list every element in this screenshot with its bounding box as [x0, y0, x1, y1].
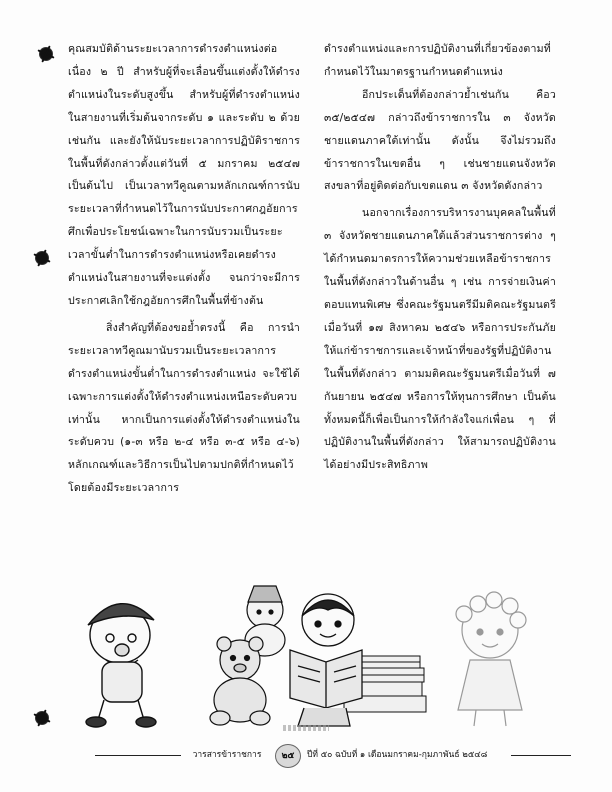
page-footer: [95, 744, 595, 766]
cartoon-girl-curly-hair: [456, 592, 526, 726]
right-continuation-paragraph: ดำรงตำแหน่งและการปฏิบัติงานที่เกี่ยวข้องตามที่กำหนดไว้ในมาตรฐานกำหนดตำแหน่ง: [324, 43, 551, 78]
left-continuation-paragraph: คุณสมบัติด้านระยะเวลาการดำรงตำแหน่งต่อเนื่อง ๒ ปี สำหรับผู้ที่จะเลื่อนขึ้นแต่งตั้งให้ดำรงตำแหน่งในระดับสูงขึ้น สำหรับผู้ที่ดำรงตำแหน่งในสายงานที่เริ่มต้นจากระดับ ๑ และระดับ ๒ ด้วยเช่นกัน และยังให้นับระยะเวลาการปฏิบัติราชการในพื้นที่ดังกล่าวตั้งแต่วันที่ ๕ มกราคม ๒๕๔๗ เป็นต้นไป เป็นเวลาทวีคูณตามหลักเกณฑ์การนับระยะเวลาที่กำหนดไว้ในการนับประกาศกฎอัยการศึกเพื่อประโยชน์เฉพาะในการนับรวมเป็นระยะเวลาขั้นต่ำในการดำรงตำแหน่งหรือเคยดำรงตำแหน่งในสายงานที่จะแต่งตั้ง จนกว่าจะมีการประกาศเลิกใช้กฎอัยการศึกในพื้นที่ข้างต้น: [68, 43, 300, 307]
decorative-dotted-mark: [283, 725, 329, 731]
right-paragraph-border-provinces: อีกประเด็นที่ต้องกล่าวย้ำเช่นกัน คือว ๓๕/๒๕๔๗ กล่าวถึงข้าราชการใน ๓ จังหวัดชายแดนภาคใต้เท่านั้น ดังนั้น จึงไม่รวมถึงข้าราชการในเขตอื่น ๆ เช่นชายแดนจังหวัดสงขลาที่อยู่ติดต่อกับเขตแดน ๓ จังหวัดดังกล่าว: [324, 88, 556, 193]
left-text-column: [68, 38, 300, 500]
cartoon-boy-with-cap: [86, 604, 156, 727]
binder-hole-mark-top: [40, 48, 52, 60]
left-paragraph-emphasis: สิ่งสำคัญที่ต้องขอย้ำตรงนี้ คือ การนำระยะเวลาทวีคูณมานับรวมเป็นระยะเวลาการดำรงตำแหน่งขั้นต่ำในการดำรงตำแหน่ง จะใช้ได้เฉพาะการแต่งตั้งให้ดำรงตำแหน่งเหนือระดับควบเท่านั้น หากเป็นการแต่งตั้งให้ดำรงตำแหน่งในระดับควบ (๑-๓ หรือ ๒-๔ หรือ ๓-๕ หรือ ๔-๖) หลักเกณฑ์และวิธีการเป็นไปตามปกติที่กำหนดไว้ โดยต้องมีระยะเวลาการ: [68, 321, 300, 495]
page-number: ๒๕: [275, 744, 301, 768]
children-reading-illustration: [50, 580, 570, 730]
footer-rule-left: [95, 755, 181, 756]
footer-rule-right: [511, 755, 571, 756]
binder-hole-mark-middle: [36, 252, 48, 264]
footer-issue-info: ปีที่ ๕๐ ฉบับที่ ๑ เดือนมกราคม-กุมภาพันธ์ ๒๕๔๘: [307, 750, 488, 760]
footer-journal-name: วารสารข้าราชการ: [192, 750, 262, 760]
right-text-column: [324, 38, 556, 477]
binder-hole-mark-bottom: [36, 712, 48, 724]
right-paragraph-assistance: นอกจากเรื่องการบริหารงานบุคคลในพื้นที่ ๓ จังหวัดชายแดนภาคใต้แล้วส่วนราชการต่าง ๆ ได้กำหนดมาตรการให้ความช่วยเหลือข้าราชการในพื้นที่ดังกล่าวในด้านอื่น ๆ เช่น การจ่ายเงินค่าตอบแทนพิเศษ ซึ่งคณะรัฐมนตรีมีมติคณะรัฐมนตรี เมื่อวันที่ ๑๗ สิงหาคม ๒๕๔๖ หรือการประกันภัยให้แก่ข้าราชการและเจ้าหน้าที่ของรัฐที่ปฏิบัติงานในพื้นที่ดังกล่าว ตามมติคณะรัฐมนตรีเมื่อวันที่ ๗ กันยายน ๒๕๔๗ หรือการให้ทุนการศึกษา เป็นต้น ทั้งหมดนี้ก็เพื่อเป็นการให้กำลังใจแก่เพื่อน ๆ ที่ปฏิบัติงานในพื้นที่ดังกล่าว ให้สามารถปฏิบัติงานได้อย่างมีประสิทธิภาพ: [324, 207, 556, 472]
